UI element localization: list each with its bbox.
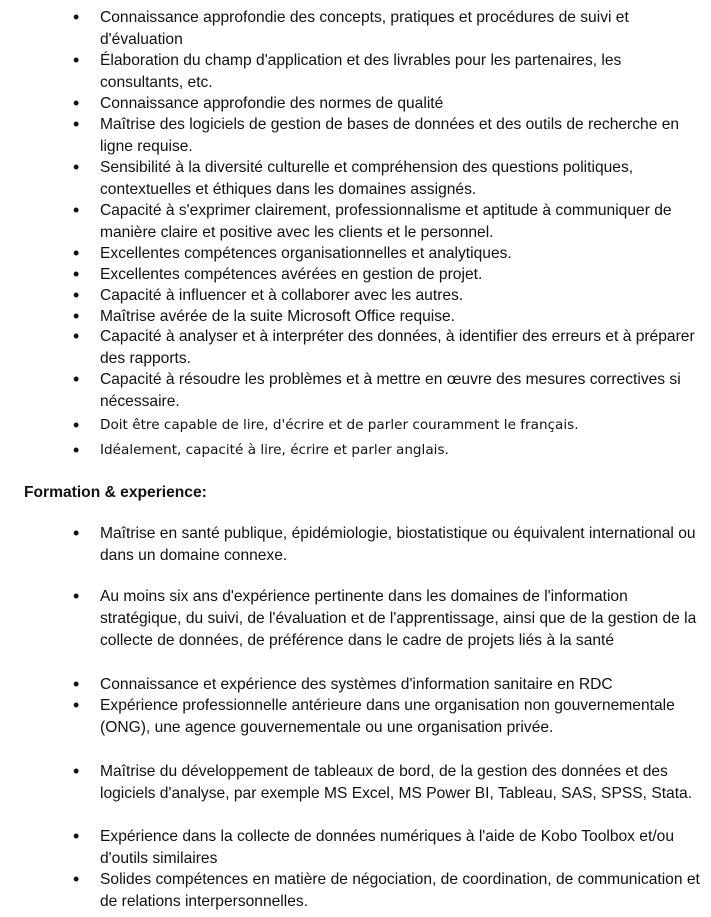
bullet-icon: •	[73, 415, 80, 435]
bullet-icon: •	[73, 369, 80, 389]
list-item-text: Connaissance approfondie des concepts, pratiques et procédures de suivi et d'évaluation	[100, 9, 629, 48]
bullet-icon: •	[73, 93, 80, 113]
list-item-text: Connaissance approfondie des normes de qualité	[100, 95, 444, 112]
list-item-text: Excellentes compétences avérées en gestion de projet.	[100, 266, 483, 283]
list-item-text: Connaissance et expérience des systèmes d'information sanitaire en RDC	[100, 676, 613, 693]
list-item-text: Maîtrise du développement de tableaux de bord, de la gestion des données et des logiciels d'analyse, par exemple MS Excel, MS Power BI, Tableau, SAS, SPSS, Stata.	[100, 763, 693, 802]
list-item-text: Idéalement, capacité à lire, écrire et parler anglais.	[100, 442, 449, 458]
bullet-icon: •	[73, 200, 80, 220]
list-item-text: Sensibilité à la diversité culturelle et compréhension des questions politiques, contextuelles et éthiques dans les domaines assignés.	[100, 159, 634, 198]
bullet-icon: •	[73, 440, 80, 460]
list-item-text: Solides compétences en matière de négociation, de coordination, de communication et de relations interpersonnelles.	[100, 871, 700, 910]
bullet-icon: •	[73, 869, 80, 889]
bullet-icon: •	[73, 695, 80, 715]
bullet-icon: •	[73, 306, 80, 326]
bullet-icon: •	[73, 674, 80, 694]
list-item-text: Expérience professionnelle antérieure dans une organisation non gouvernementale (ONG), une agence gouvernementale ou une organisation privée.	[100, 697, 675, 736]
bullet-icon: •	[73, 761, 80, 781]
bullet-icon: •	[73, 7, 80, 27]
bullet-icon: •	[73, 114, 80, 134]
bullet-icon: •	[73, 523, 80, 543]
bullet-icon: •	[73, 586, 80, 606]
bullet-icon: •	[73, 243, 80, 263]
bullet-icon: •	[73, 826, 80, 846]
bullet-icon: •	[73, 157, 80, 177]
bullet-icon: •	[73, 326, 80, 346]
list-item-text: Élaboration du champ d'application et des livrables pour les partenaires, les consultants, etc.	[100, 52, 622, 91]
list-item-text: Capacité à influencer et à collaborer avec les autres.	[100, 287, 464, 304]
bullet-icon: •	[73, 50, 80, 70]
list-item-text: Maîtrise avérée de la suite Microsoft Office requise.	[100, 308, 456, 325]
list-item-text: Maîtrise en santé publique, épidémiologie, biostatistique ou équivalent international ou dans un domaine connexe.	[100, 525, 696, 564]
list-item-text: Capacité à analyser et à interpréter des données, à identifier des erreurs et à préparer des rapports.	[100, 328, 695, 367]
list-item-text: Doit être capable de lire, d'écrire et de parler couramment le français.	[100, 417, 579, 433]
bullet-icon: •	[73, 285, 80, 305]
list-item-text: Au moins six ans d'expérience pertinente dans les domaines de l'information stratégique, du suivi, de l'évaluation et de l'apprentissage, ainsi que de la gestion de la collecte de données, de préférence dans le cadre de projets liés à la santé	[100, 588, 697, 649]
list-item-text: Capacité à s'exprimer clairement, professionnalisme et aptitude à communiquer de manière claire et positive avec les clients et le personnel.	[100, 202, 672, 241]
list-item-text: Excellentes compétences organisationnelles et analytiques.	[100, 245, 512, 262]
list-item-text: Maîtrise des logiciels de gestion de bases de données et des outils de recherche en ligne requise.	[100, 116, 680, 155]
section-heading: Formation & experience:	[24, 484, 207, 501]
list-item-text: Capacité à résoudre les problèmes et à mettre en œuvre des mesures correctives si nécessaire.	[100, 371, 681, 410]
bullet-icon: •	[73, 264, 80, 284]
list-item-text: Expérience dans la collecte de données numériques à l'aide de Kobo Toolbox et/ou d'outils similaires	[100, 828, 674, 867]
